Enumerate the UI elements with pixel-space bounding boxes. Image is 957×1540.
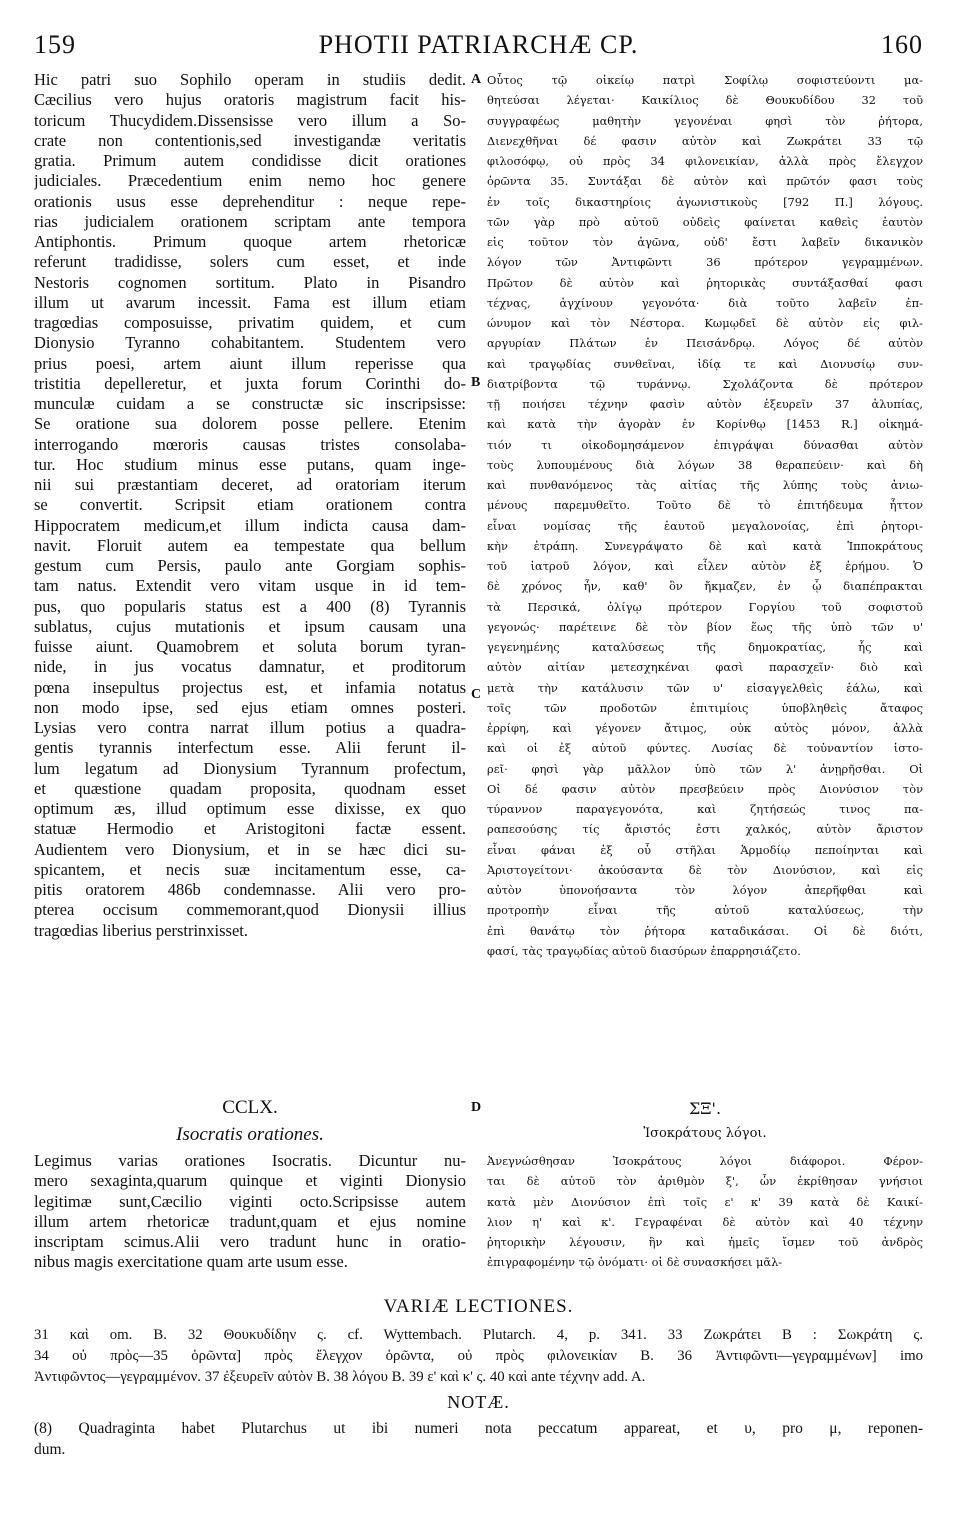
variae-line: 34 οὐ πρὸς—35 ὁρῶντα] πρὸς ἔλεγχον ὁρῶντα, οὐ πρὸς φιλονεικίαν B. 36 Ἀντιφῶντι—γεγραμμένων] imo [34,1348,923,1364]
greek-text-line: ἐν τοῖς δικαστηρίοις ἀγωνιστικοὺς [792 Π.] λόγους. [487,194,923,209]
notae-line: (8) Quadraginta habet Plutarchus ut ibi numeri nota peccatum appareat, et υ, pro μ, reponen- [34,1420,923,1437]
greek-section-line: Ἀνεγνώσθησαν Ἰσοκράτους λόγοι διάφοροι. Φέρον- [487,1154,923,1168]
greek-text-line: γεγενημένης καταλύσεως τῆς δημοκρατίας, ἧς καὶ [487,640,923,654]
latin-text-line: nii sui præstantiam deceret, ad oratoriam iterum [34,475,466,494]
greek-text-line: ἐρρίφη, καὶ γέγονεν ἄτιμος, οὐκ αὐτὸς μόνον, ἀλλὰ [487,721,923,735]
greek-text-line: Οὗτος τῷ οἰκείῳ πατρὶ Σοφίλῳ σοφιστεύοντι μα- [487,73,923,87]
latin-text-line: Se oratione sua dolorem posse pellere. Etenim [34,414,466,434]
greek-text-line: κὴν ἐτράπη. Συνεγράψατο δὲ καὶ κατὰ Ἱπποκράτους [487,538,923,553]
greek-section-line: ται δὲ αὐτοῦ τὸν ἀριθμὸν ξ', ὧν ἐκρίθησαν γνήσιοι [487,1174,923,1189]
latin-text-line: interrogando mœroris causas tristes consolaba- [34,434,466,454]
latin-section-line: nibus magis exercitatione quam arte usum esse. [34,1252,348,1272]
latin-text-line: illum ut avarum incessit. Fama est illum etiam [34,292,466,312]
latin-text-line: optimum æs, illud optimum esse dixisse, ex quo [34,799,466,818]
latin-text-line: judiciales. Præcedentium enim nemo hoc genere [34,171,466,191]
variae-line: Ἀντιφῶντος—γεγραμμένον. 37 ἐξευρεῖν αὐτὸν B. 38 λόγου B. 39 ε' καὶ κ' ς. 40 καὶ ante τέχνην add. A. [34,1369,646,1385]
greek-text-line: αὐτὸν αἰτίαν μετεσχηκέναι φασὶ παρασχεῖν· διὸ καὶ [487,660,923,675]
latin-text-line: Antiphontis. Primum quoque artem rhetoricæ [34,232,466,251]
latin-text-line: orationis usus esse deprehenditur : neque repe- [34,191,466,211]
latin-text-line: non modo ipse, sed ejus etiam omnes posteri. [34,697,466,717]
margin-letter-b: B [471,375,481,390]
greek-text-line: θητεύσαι λέγεται· Καικίλιος δὲ Θουκυδίδου 32 τοῦ [487,93,923,108]
section-title-latin: Isocratis orationes. [176,1124,324,1145]
latin-section-line: inscriptam scimus.Alii vero tradunt hunc in oratio- [34,1232,466,1251]
greek-text-line: μένους παρεμυθεῖτο. Τοῦτο δὲ τὸ ἐπιτήδευμα ἧττον [487,498,923,513]
greek-text-line: Πρῶτον δὲ αὐτὸν καὶ ῥητορικὰς συντάξασθαί φασι [487,275,923,290]
latin-text-line: referunt tradidisse, solers cum esset, et inde [34,252,466,272]
latin-text-line: Audientem vero Dionysium, et in se hæc dici su- [34,839,466,859]
greek-text-line: τοῦ ἰατροῦ λόγον, καὶ εἷλεν αὐτὸν ἐξ ἐρήμου. Ὁ [487,559,923,573]
greek-text-line: γεγονώς· παρέτεινε δὲ τὸν βίον ἕως τῆς ὑπὸ τῶν υ' [487,619,923,634]
latin-text-line: sublatus, cujus mutationis et ipsum causam una [34,616,466,636]
greek-text-line: καὶ οἱ ἐξ αὐτοῦ φύντες. Λυσίας δὲ τοὐναντίον ἱστο- [487,741,923,756]
notae-line: dum. [34,1441,66,1458]
greek-text-line: μετὰ τὴν κατάλυσιν τῶν υ' εἰσαγγελθεὶς ἑάλω, καὶ [487,680,923,695]
section-number-latin: CCLX. [222,1097,278,1118]
latin-text-line: navit. Floruit autem ea tempestate qua bellum [34,535,466,555]
greek-text-line: τιόν τι οἰκοδομησάμενον ἐπιγράψαι δύνασθαι αὐτὸν [487,437,923,452]
greek-section-line: κατὰ μὲν Διονύσιον ἐπὶ τοῖς ε' κ' 39 κατὰ δὲ Καικί- [487,1194,923,1209]
latin-text-line: Cæcilius vero hujus oratoris magistrum facit his- [34,90,466,110]
section-number-greek: ΣΞ'. [688,1099,722,1118]
latin-text-line: crate non contentionis,sed investigandæ veritatis [34,130,466,150]
greek-text-line: τοὺς λυπουμένους διὰ λόγων 38 θεραπεύειν· καὶ δὴ [487,457,923,472]
latin-section-line: Legimus varias orationes Isocratis. Dicuntur nu- [34,1151,466,1170]
greek-text-line: τῶν γὰρ πρὸ αὐτοῦ οὐδεὶς φαίνεται καθεὶς ἑαυτὸν [487,214,923,229]
latin-text-line: Hippocratem medicum,et illum indicta causa dam- [34,515,466,535]
greek-text-line: εἶναι φάναι ἐξ οὗ στῆλαι Ἁρμοδίῳ πεποίηνται καὶ [487,842,923,857]
greek-section-line: ἐπιγραφομένην τῷ ὀνόματι· οἱ δὲ συνασκήσει μᾶλ- [487,1255,783,1270]
latin-text-line: tragœdias composuisse, privatim quidem, et cum [34,313,466,332]
latin-text-line: Dionysio Tyranno cohabitantem. Studentem vero [34,333,466,353]
latin-text-line: tragœdias liberius perstrinxisset. [34,920,249,940]
latin-text-line: et quæstione quadam proposita, quodnam esset [34,778,466,798]
latin-text-line: pœna insepultus projectus est, et infamia notatus [34,677,466,697]
greek-text-line: λόγον τῶν Ἀντιφῶντι 36 πρότερον γεγραμμένων. [487,255,923,270]
greek-text-line: τέχνας, ἀγχίνουν γεγονότα· διὰ τοῦτο λαβεῖν ἐπ- [487,295,923,310]
latin-text-line: gentis tyrannis interfectum esse. Alii ferunt il- [34,738,466,758]
latin-section-line: illum artem rhetoricæ tradunt,quam et ejus nomine [34,1211,466,1231]
greek-text-line: τοῖς τῶν προδοτῶν ἐπιτιμίοις ὑποβληθεὶς ἄταφος [487,700,923,715]
latin-section-line: mero sexaginta,quarum quinque et viginti Dionysio [34,1171,466,1191]
greek-text-line: Ἀριστογείτονι· ἀκούσαντα δὲ τὸν Διονύσιον, καὶ εἰς [487,862,923,877]
greek-text-line: ρεῖ· φησὶ γὰρ μᾶλλον ὑπὸ τῶν λ' ἀνῃρῆσθαι. Οἱ [487,761,923,776]
greek-text-line: τύραννον παραγεγονότα, καὶ ζητήσεώς τινος πα- [487,802,923,816]
greek-text-line: φιλοσόφῳ, οὐ πρὸς 34 φιλονεικίαν, ἀλλὰ πρὸς ἔλεγχον [487,154,923,168]
latin-text-line: spicantem, et necis suæ incitamentum esse, ca- [34,859,466,879]
margin-letter-d: D [471,1100,482,1115]
greek-text-line: εἰς τοῦτον τὸν ἀγῶνα, οὐδ' ἔστι λαβεῖν δικανικὸν [487,235,923,249]
greek-text-line: αργυρίαν Πλάτων ἐν Πεισάνδρῳ. Λόγος δέ αὐτὸν [487,336,923,351]
greek-section-line: ῥητορικὴν λέγουσιν, ἣν καὶ ἡμεῖς ἴσμεν τοῦ ἀνδρὸς [487,1235,923,1249]
greek-text-line: συγγραφέως μαθητὴν γεγονέναι φησὶ τὸν ῥήτορα, [487,113,923,128]
latin-text-line: lum legatum ad Dionysium Tyrannum profectum, [34,758,466,778]
page-number-left: 159 [34,30,76,59]
section-title-greek: Ἰσοκράτους λόγοι. [643,1126,767,1141]
greek-text-line: ἐπὶ θανάτῳ τὸν ῥήτορα καταδικάσαι. Οἱ δὲ διότι, [487,923,923,938]
greek-text-line: τὰ Περσικά, ὀλίγῳ πρότερον Γοργίου τοῦ σοφιστοῦ [487,599,923,614]
notae-heading: NOTÆ. [447,1392,510,1412]
variae-lectiones-text [34,1325,923,1388]
latin-text-line: tam natus. Extendit vero vitam usque in id tem- [34,576,466,596]
greek-text-line: διατρίβοντα τῷ τυράννῳ. Σχολάζοντα δὲ πρότερον [487,376,923,391]
latin-text-line: Lysias vero contra narrat illum potius a quadra- [34,718,466,737]
latin-column [34,70,466,941]
latin-text-line: nide, in jus vocatus damnatur, et proditorum [34,657,466,677]
margin-letter-c: C [471,687,482,702]
greek-text-line: καὶ πυνθανόμενος τὰς αἰτίας τῆς λύπης τοὺς ἀνιω- [487,478,923,492]
greek-text-line: τῇ ποιήσει τέχνην φασὶν αὐτὸν ἐξευρεῖν 37 ἀλυπίας, [487,397,923,411]
latin-text-line: statuæ Hermodio et Aristogitoni factæ essent. [34,819,466,839]
latin-text-line: fuisse aiunt. Quamobrem et soluta borum tyran- [34,637,466,656]
page-header [34,30,923,70]
page-number-right: 160 [881,30,923,59]
greek-text-line: ώνυμον καὶ τὸν Νέστορα. Κωμῳδεῖ δὲ αὐτὸν εἰς φιλ- [487,316,923,330]
latin-text-line: pterea occisum commemorant,quod Dionysii illius [34,900,466,920]
running-title: PHOTII PATRIARCHÆ CP. [318,30,639,59]
greek-text-line: αὐτὸν ὑπονοήσαντα τὸν λόγον ἀπερῆφθαι καὶ [487,883,923,897]
latin-text-line: rias judicialem orationem scriptam ante tempora [34,211,466,231]
greek-text-line: ὁρῶντα 35. Συντάξαι δὲ αὐτὸν καὶ πρῶτόν φασι τοὺς [487,174,923,189]
greek-text-line: ραπεσούσης τίς ἄριστός ἐστι χαλκός, αὐτὸν ἄριστον [487,822,923,837]
margin-letter-a: A [471,72,482,87]
latin-text-line: toricum Thucydidem.Dissensisse vero illum a So- [34,110,466,130]
greek-text-line: καὶ κατὰ τὴν ἀγορὰν ἐν Κορίνθῳ [1453 R.] οἰκημά- [487,417,923,432]
latin-text-line: pus, quo popularis status est a 400 (8) Tyrannis [34,596,466,616]
greek-column [487,70,923,961]
greek-text-line: δὲ χρόνος ἦν, καθ' ὃν ἤκμαζεν, ἐν ᾧ διαπέπρακται [487,579,923,594]
greek-text-line: Οἱ δέ φασιν αὐτὸν πρεσβεύειν πρὸς Διονύσιον τὸν [487,781,923,796]
greek-section-line: λιον η' καὶ κ'. Γεγραφέναι δὲ αὐτὸν καὶ 40 τέχνην [487,1214,923,1229]
latin-text-line: munculæ cuidam a se constructæ sic inscripsisse: [34,394,466,413]
latin-text-line: gratia. Primum autem condidisse dicit orationes [34,151,466,170]
greek-text-line: Διενεχθῆναι δέ φασιν αὐτὸν καὶ Ζωκράτει 33 τῷ [487,133,923,148]
latin-text-line: pitis oratorem 486b condemnasse. Alii vero pro- [34,880,466,899]
greek-text-line: καὶ τραγῳδίας συνθεῖναι, ἰδίᾳ τε καὶ Διονυσίῳ συν- [487,356,923,371]
notae-text [34,1418,923,1460]
variae-line: 31 καὶ om. B. 32 Θουκυδίδην ς. cf. Wyttembach. Plutarch. 4, p. 341. 33 Ζωκράτει B : Σωκράτη ς. [34,1327,923,1343]
latin-text-line: se convertit. Scripsit etiam orationem contra [34,495,466,515]
latin-text-line: prius poesi, artem aiunt illum reperisse qua [34,353,466,373]
latin-text-line: gestum cum Persis, paulo ante Gorgiam sophis- [34,556,466,575]
greek-section-text [487,1151,923,1273]
variae-lectiones-heading: VARIÆ LECTIONES. [383,1296,574,1317]
latin-section-text [34,1151,466,1273]
latin-text-line: tur. Hoc studium minus esse putans, quam inge- [34,454,466,474]
greek-text-line: προτροπὴν εἶναι τῆς αὐτοῦ καταλύσεως, τὴν [487,903,923,918]
latin-text-line: Nestoris cognomen sortitum. Plato in Pisandro [34,272,466,292]
greek-text-line: εἶναι νομίσας τῆς ἑαυτοῦ μεγαλονοίας, ἐπὶ ῥητορι- [487,518,923,533]
latin-text-line: Hic patri suo Sophilo operam in studiis dedit. [34,70,466,89]
greek-text-line: φασί, τὰς τραγῳδίας αὐτοῦ διασύρων ἐπαρρησιάζετο. [487,943,801,958]
latin-text-line: tristitia depelleretur, et juxta forum Corinthi do- [34,373,466,393]
latin-section-line: legitimæ sunt,Cæcilio viginti octo.Scripsisse autem [34,1191,466,1211]
